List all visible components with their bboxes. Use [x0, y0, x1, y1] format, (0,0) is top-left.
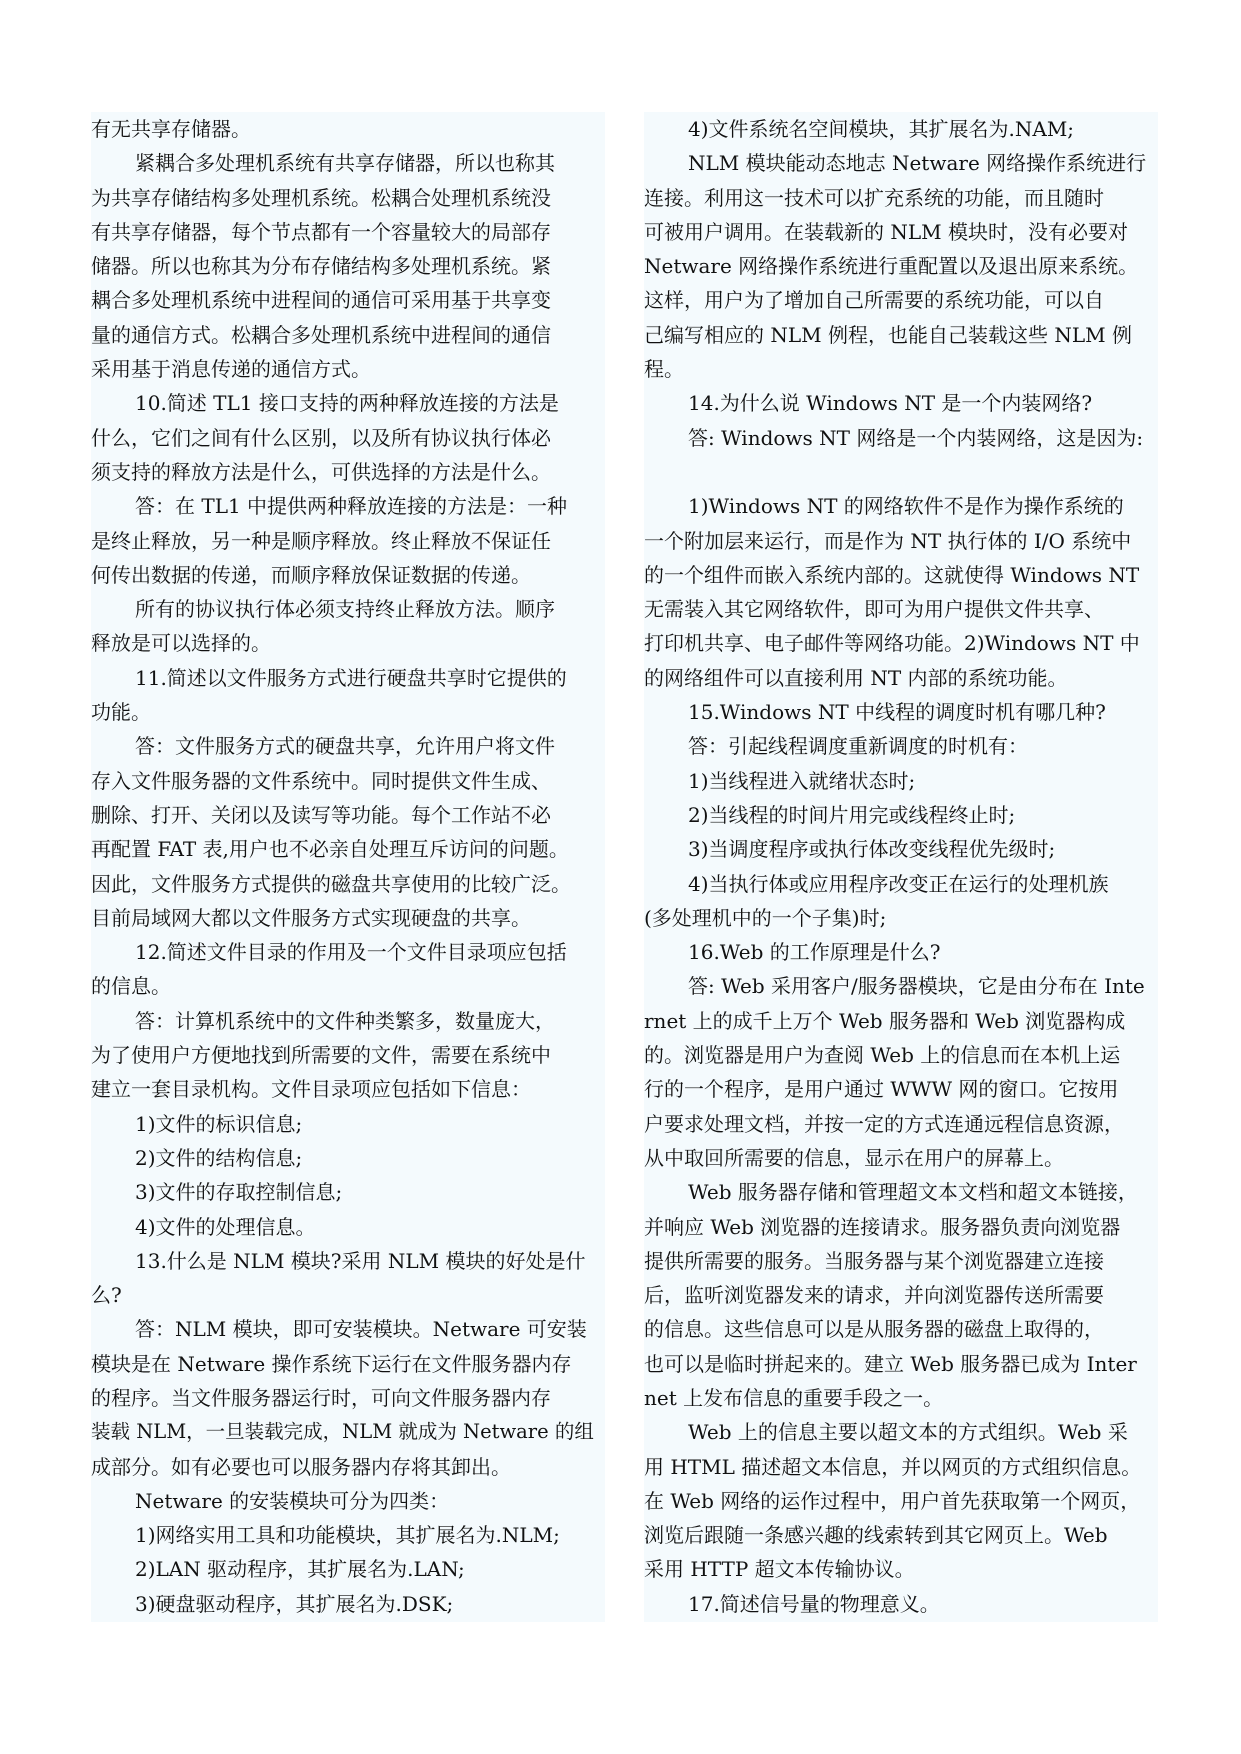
- text-line: 有共享存储器，每个节点都有一个容量较大的局部存: [91, 219, 551, 244]
- text-line: 采用基于消息传递的通信方式。: [91, 357, 371, 382]
- text-line: 么?: [91, 1283, 122, 1308]
- text-line: 目前局域网大都以文件服务方式实现硬盘的共享。: [91, 905, 531, 930]
- text-line: 己编写相应的 NLM 例程，也能自己装载这些 NLM 例: [644, 322, 1132, 347]
- text-line: 1)Windows NT 的网络软件不是作为操作系统的: [688, 494, 1124, 519]
- text-line: 是终止释放，另一种是顺序释放。终止释放不保证任: [91, 528, 551, 553]
- text-line: 的信息。: [91, 974, 171, 999]
- text-line: 程。: [644, 357, 684, 382]
- text-line: Web 上的信息主要以超文本的方式组织。Web 采: [688, 1420, 1128, 1445]
- text-line: 成部分。如有必要也可以服务器内存将其卸出。: [91, 1454, 511, 1479]
- text-line: 户要求处理文档，并按一定的方式连通远程信息资源，: [644, 1111, 1124, 1136]
- text-line: 紧耦合多处理机系统有共享存储器，所以也称其: [135, 151, 555, 176]
- text-line: 连接。利用这一技术可以扩充系统的功能，而且随时: [644, 185, 1104, 210]
- text-line: 并响应 Web 浏览器的连接请求。服务器负责向浏览器: [644, 1214, 1121, 1239]
- text-line: 答：引起线程调度重新调度的时机有：: [688, 734, 1028, 759]
- text-line: 功能。: [91, 700, 151, 725]
- text-line: 储器。所以也称其为分布存储结构多处理机系统。紧: [91, 254, 551, 279]
- text-line: (多处理机中的一个子集)时;: [644, 905, 887, 930]
- text-line: 答：文件服务方式的硬盘共享，允许用户将文件: [135, 734, 555, 759]
- text-line: 为了使用户方便地找到所需要的文件，需要在系统中: [91, 1043, 551, 1068]
- text-line: net 上发布信息的重要手段之一。: [644, 1385, 944, 1410]
- text-line: 的信息。这些信息可以是从服务器的磁盘上取得的，: [644, 1317, 1104, 1342]
- text-line: 4)文件系统名空间模块，其扩展名为.NAM;: [688, 117, 1075, 141]
- text-line: 一个附加层来运行，而是作为 NT 执行体的 I/O 系统中: [644, 528, 1132, 553]
- text-line: 模块是在 Netware 操作系统下运行在文件服务器内存: [91, 1351, 572, 1376]
- right-text-column: [644, 112, 1158, 1622]
- text-line: 13.什么是 NLM 模块?采用 NLM 模块的好处是什: [135, 1248, 586, 1273]
- text-line: 量的通信方式。松耦合多处理机系统中进程间的通信: [91, 322, 551, 347]
- text-line: NLM 模块能动态地志 Netware 网络操作系统进行: [688, 151, 1147, 176]
- text-line: Web 服务器存储和管理超文本文档和超文本链接，: [688, 1180, 1138, 1205]
- text-line: 答：计算机系统中的文件种类繁多，数量庞大，: [135, 1008, 555, 1033]
- text-line: 3)硬盘驱动程序，其扩展名为.DSK;: [135, 1591, 454, 1616]
- text-line: 须支持的释放方法是什么，可供选择的方法是什么。: [91, 459, 551, 484]
- text-line: 所有的协议执行体必须支持终止释放方法。顺序: [135, 597, 555, 622]
- text-line: 删除、打开、关闭以及读写等功能。每个工作站不必: [91, 802, 551, 827]
- text-line: 2)文件的结构信息;: [135, 1145, 303, 1170]
- text-line: 10.简述 TL1 接口支持的两种释放连接的方法是: [135, 391, 559, 416]
- text-line: 建立一套目录机构。文件目录项应包括如下信息：: [91, 1077, 531, 1102]
- text-line: 答：在 TL1 中提供两种释放连接的方法是：一种: [135, 494, 568, 519]
- text-line: 在 Web 网络的运作过程中，用户首先获取第一个网页，: [644, 1488, 1141, 1513]
- text-line: 17.简述信号量的物理意义。: [688, 1591, 940, 1616]
- text-line: 11.简述以文件服务方式进行硬盘共享时它提供的: [135, 665, 567, 690]
- text-line: 2)LAN 驱动程序，其扩展名为.LAN;: [135, 1557, 465, 1582]
- text-line: 1)当线程进入就绪状态时;: [688, 768, 916, 793]
- text-line: 浏览后跟随一条感兴趣的线索转到其它网页上。Web: [644, 1523, 1108, 1548]
- text-line: 可被用户调用。在装载新的 NLM 模块时，没有必要对: [644, 219, 1128, 244]
- text-line: 1)文件的标识信息;: [135, 1111, 303, 1136]
- text-line: 答: Web 采用客户/服务器模块，它是由分布在 Inte: [688, 974, 1145, 999]
- text-line: 采用 HTTP 超文本传输协议。: [644, 1557, 915, 1582]
- text-line: 的一个组件而嵌入系统内部的。这就使得 Windows NT: [644, 562, 1140, 587]
- text-line: 有无共享存储器。: [91, 117, 251, 141]
- text-line: 无需装入其它网络软件，即可为用户提供文件共享、: [644, 597, 1104, 622]
- text-line: 何传出数据的传递，而顺序释放保证数据的传递。: [91, 562, 531, 587]
- text-line: 4)当执行体或应用程序改变正在运行的处理机族: [688, 871, 1109, 896]
- text-line: 的。浏览器是用户为查阅 Web 上的信息而在本机上运: [644, 1043, 1121, 1068]
- text-line: 用 HTML 描述超文本信息，并以网页的方式组织信息。: [644, 1454, 1142, 1479]
- left-text-column: [91, 112, 605, 1622]
- text-line: 的网络组件可以直接利用 NT 内部的系统功能。: [644, 665, 1068, 690]
- text-line: 16.Web 的工作原理是什么?: [688, 940, 941, 965]
- text-line: 释放是可以选择的。: [91, 631, 271, 656]
- text-line: 从中取回所需要的信息，显示在用户的屏幕上。: [644, 1145, 1064, 1170]
- text-line: 行的一个程序，是用户通过 WWW 网的窗口。它按用: [644, 1077, 1119, 1102]
- text-line: 打印机共享、电子邮件等网络功能。2)Windows NT 中: [644, 631, 1140, 656]
- text-line: 的程序。当文件服务器运行时，可向文件服务器内存: [91, 1385, 551, 1410]
- text-line: 也可以是临时拼起来的。建立 Web 服务器已成为 Inter: [644, 1351, 1137, 1376]
- text-line: [644, 455, 1158, 489]
- text-line: 什么，它们之间有什么区别，以及所有协议执行体必: [91, 425, 551, 450]
- text-line: 15.Windows NT 中线程的调度时机有哪几种?: [688, 700, 1106, 725]
- text-line: 12.简述文件目录的作用及一个文件目录项应包括: [135, 940, 567, 965]
- text-line: 存入文件服务器的文件系统中。同时提供文件生成、: [91, 768, 551, 793]
- text-line: 4)文件的处理信息。: [135, 1214, 316, 1239]
- text-line: 3)文件的存取控制信息;: [135, 1180, 343, 1205]
- text-line: Netware 网络操作系统进行重配置以及退出原来系统。: [644, 254, 1139, 279]
- text-line: 14.为什么说 Windows NT 是一个内装网络?: [688, 391, 1093, 416]
- text-line: 装载 NLM，一旦装载完成，NLM 就成为 Netware 的组: [91, 1420, 594, 1444]
- text-line: 3)当调度程序或执行体改变线程优先级时;: [688, 837, 1056, 862]
- text-line: 1)网络实用工具和功能模块，其扩展名为.NLM;: [135, 1523, 560, 1548]
- text-line: 提供所需要的服务。当服务器与某个浏览器建立连接: [644, 1248, 1104, 1273]
- text-line: 后，监听浏览器发来的请求，并向浏览器传送所需要: [644, 1283, 1104, 1308]
- text-line: rnet 上的成千上万个 Web 服务器和 Web 浏览器构成: [644, 1008, 1126, 1033]
- text-line: 因此，文件服务方式提供的磁盘共享使用的比较广泛。: [91, 871, 571, 896]
- text-line: 答: Windows NT 网络是一个内装网络，这是因为:: [688, 425, 1144, 450]
- text-line: 答：NLM 模块，即可安装模块。Netware 可安装: [135, 1317, 587, 1342]
- text-line: 耦合多处理机系统中进程间的通信可采用基于共享变: [91, 288, 551, 313]
- text-line: 2)当线程的时间片用完或线程终止时;: [688, 802, 1016, 827]
- text-line: 这样，用户为了增加自己所需要的系统功能，可以自: [644, 288, 1104, 313]
- text-line: 为共享存储结构多处理机系统。松耦合处理机系统没: [91, 185, 551, 210]
- text-line: Netware 的安装模块可分为四类：: [135, 1488, 450, 1513]
- text-line: 再配置 FAT 表,用户也不必亲自处理互斥访问的问题。: [91, 837, 569, 862]
